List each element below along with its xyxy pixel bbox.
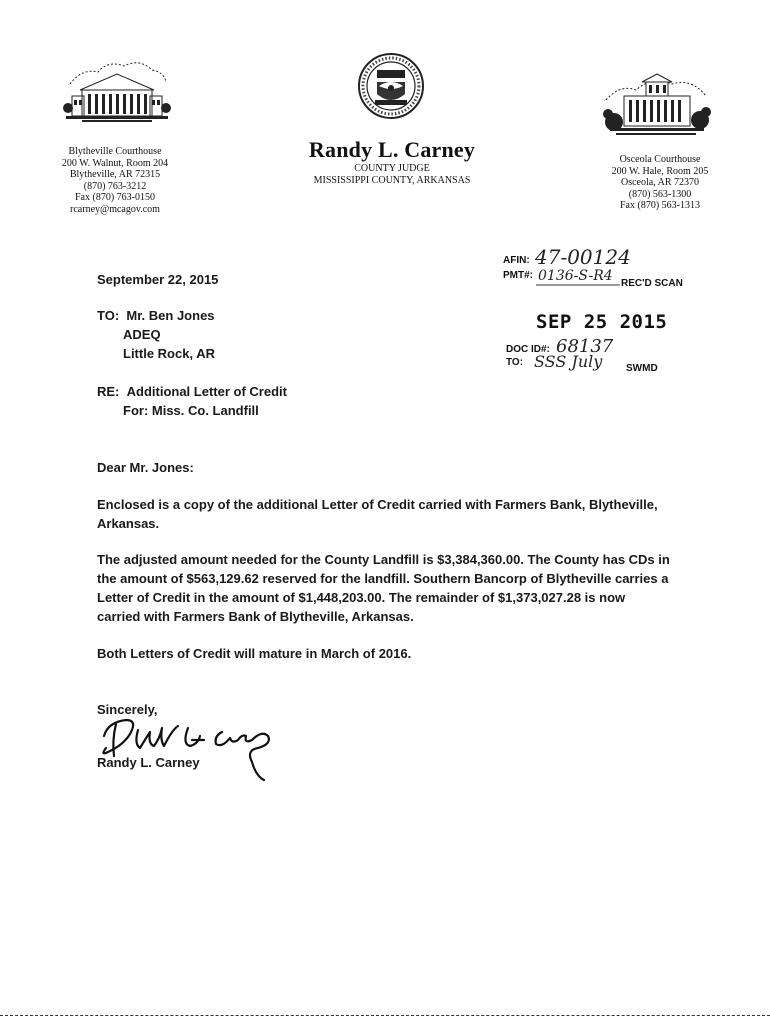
paragraph-line: Arkansas. [97,516,160,531]
right-address-line: (870) 563-1300 [628,188,692,200]
paragraph-amounts [97,550,717,626]
county-name: MISSISSIPPI COUNTY, ARKANSAS [313,175,471,186]
judge-title: COUNTY JUDGE [354,163,430,174]
recipient-name: Mr. Ben Jones [126,308,215,323]
to-label: TO: [97,308,120,323]
right-address-line: Osceola, AR 72370 [620,177,700,188]
stamp-received-label: REC'D SCAN [621,278,683,289]
left-address-line: rcarney@mcagov.com [70,203,160,215]
re-label: RE: [97,384,120,399]
recipient-block [97,306,215,363]
left-address-line: Fax (870) 763-0150 [75,192,155,203]
stamp-to-label: TO: [506,357,524,368]
left-office-address [40,146,190,215]
recipient-org: ADEQ [123,327,161,342]
closing: Sincerely, [97,702,158,717]
paragraph-line: The adjusted amount needed for the County Landfill is $3,384,360.00. The County has CDs in [97,552,670,567]
paragraph-maturity: Both Letters of Credit will mature in March of 2016. [97,646,412,661]
stamp-underline-icon [536,283,620,287]
paragraph-line: Letter of Credit in the amount of $1,448,203.00. The remainder of $1,373,027.28 is now [97,590,626,605]
stamp-pmt-label: PMT#: [503,270,533,281]
right-address-line: Osceola Courthouse [619,154,701,165]
left-address-line: Blytheville Courthouse [68,146,162,157]
paragraph-line: the amount of $563,129.62 reserved for the landfill. Southern Bancorp of Blytheville carries a [97,571,669,586]
right-address-line: Fax (870) 563-1313 [620,200,700,211]
recipient-city: Little Rock, AR [123,346,215,361]
stamp-doc-label: DOC ID#: [506,344,550,355]
subject-block [97,382,287,420]
paragraph-line: carried with Farmers Bank of Blytheville, Arkansas. [97,609,414,624]
subject-line: Additional Letter of Credit [126,384,287,399]
stamp-afin-label: AFIN: [503,255,530,266]
county-seal [357,52,425,120]
signer-name: Randy L. Carney [97,755,200,770]
left-address-line: 200 W. Walnut, Room 204 [61,157,169,169]
osceola-courthouse-illustration [602,70,712,146]
letterhead-title [282,137,502,187]
stamp-pmt-value: 0136-S-R4 [538,268,613,284]
blytheville-courthouse-illustration [62,48,172,130]
stamp-received-date: SEP 25 2015 [536,311,668,333]
stamp-department: SWMD [626,363,658,374]
subject-for-line: For: Miss. Co. Landfill [123,403,259,418]
salutation: Dear Mr. Jones: [97,460,194,475]
judge-name: Randy L. Carney [308,137,476,162]
scan-edge-divider [0,1015,770,1016]
right-address-line: 200 W. Hale, Room 205 [611,165,709,177]
paragraph-enclosure [97,495,717,533]
stamp-doc-value: 68137 [556,336,614,357]
stamp-afin-value: 47-00124 [535,245,631,269]
right-office-address [595,154,725,212]
left-address-line: Blytheville, AR 72315 [69,169,161,180]
letter-date: September 22, 2015 [97,272,219,287]
paragraph-line: Enclosed is a copy of the additional Letter of Credit carried with Farmers Bank, Blytheville, [97,497,658,512]
left-address-line: (870) 763-3212 [83,180,147,192]
stamp-to-value: SSS July [534,352,603,371]
